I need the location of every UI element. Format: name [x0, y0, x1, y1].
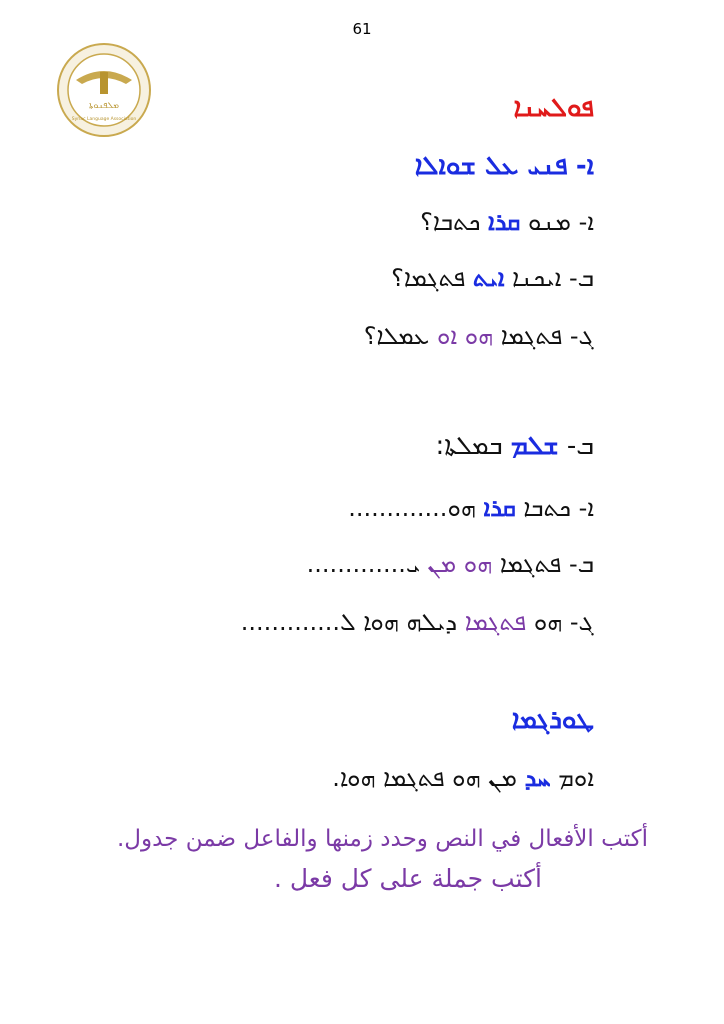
part-b-heading: ܒ- ܫܠܡ ܒܡܠܬܐ: [435, 431, 594, 461]
arabic-instruction-2: أكتب جملة على كل فعل . [273, 864, 542, 893]
part-c-sentence: ܐܘܡ ܚܕ ܡܢ ܗܘ ܦܬܓܡܐ ܗܘܐ. [332, 764, 594, 792]
section-title: ܦܘܠܚܢܐ [513, 93, 594, 123]
part-a-item-2: ܒ- ܐܝܟܢܐ ܐܝܬ ܦܬܓܡܐ؟ [391, 264, 594, 292]
page-number: 61 [352, 20, 372, 38]
part-a-heading [415, 148, 594, 184]
arabic-instruction-1: أكتب الأفعال في النص وحدد زمنها والفاعل ضمن جدول. [116, 826, 648, 852]
logo-ring-text: Syriac Language Association [71, 117, 137, 122]
part-a-title: ܦܢܝ ܥܠ ܫܘܐܠܐ [414, 151, 568, 181]
part-a-marker: ܐ- [575, 151, 594, 181]
part-c-title: ܛܘܪܓܡܐ [511, 705, 594, 735]
part-a-item-3: ܓ- ܦܬܓܡܐ ܗܘ ܐܘ ܥܡܠܐ؟ [363, 322, 594, 350]
association-logo [56, 42, 152, 138]
part-b-item-1: ܐ- ܟܬܒܐ ܩܪܐ ܗܘ............. [348, 494, 594, 522]
part-b-item-3: ܓ- ܗܘ ܦܬܓܡܐ ܕܝܠܗ ܗܘܐ ܠ............. [240, 608, 594, 636]
logo-center-text: ܡܠܦܢܘܬܐ [89, 101, 119, 111]
part-b-item-2: ܒ- ܦܬܓܡܐ ܗܘ ܡܢ ܝ............. [306, 550, 594, 578]
part-a-item-1: ܐ- ܡܢܘ ܩܪܐ ܟܬܒܐ؟ [420, 208, 594, 236]
